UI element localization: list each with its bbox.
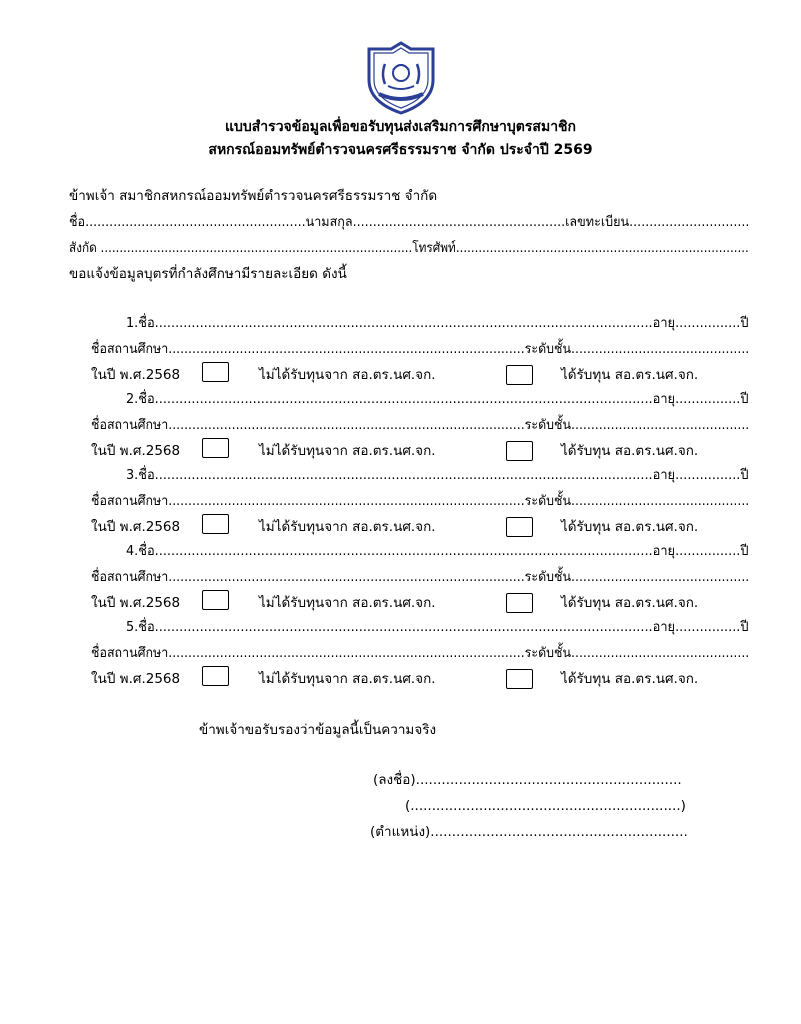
child-name-line: 2.ชื่อ..........................................................................................................................อายุ................ปี [126,391,749,407]
grant-label: ได้รับทุน สอ.ตร.นศ.จก. [561,671,699,687]
child-name-line: 1.ชื่อ..........................................................................................................................อายุ................ปี [126,315,749,331]
member-affiliation-line: สังกัด ...................................................................................โทรศัพท์.............................................................................. [69,240,749,256]
grant-label: ได้รับทุน สอ.ตร.นศ.จก. [561,519,699,535]
member-name-line: ชื่อ.......................................................นามสกุล.....................................................เลขทะเบียน.............................. [69,214,750,230]
no-grant-checkbox[interactable] [202,438,229,458]
form-title: แบบสำรวจข้อมูลเพื่อขอรับทุนส่งเสริมการศึกษาบุตรสมาชิก [224,119,577,135]
no-grant-checkbox[interactable] [202,666,229,686]
child-name-line: 3.ชื่อ..........................................................................................................................อายุ................ปี [126,467,749,483]
grant-checkbox[interactable] [506,593,533,613]
grant-checkbox[interactable] [506,669,533,689]
no-grant-checkbox[interactable] [202,590,229,610]
grant-label: ได้รับทุน สอ.ตร.นศ.จก. [561,367,699,383]
printed-name-line: (...............................................................) [405,798,686,814]
grant-label: ได้รับทุน สอ.ตร.นศ.จก. [561,443,699,459]
no-grant-label: ไม่ได้รับทุนจาก สอ.ตร.นศ.จก. [259,519,436,535]
position-line: (ตำแหน่ง)............................................................ [370,824,688,840]
no-grant-label: ไม่ได้รับทุนจาก สอ.ตร.นศ.จก. [259,671,436,687]
member-intro: ข้าพเจ้า สมาชิกสหกรณ์ออมทรัพย์ตำรวจนครศรีธรรมราช จำกัด [69,188,438,204]
no-grant-checkbox[interactable] [202,362,229,382]
signature-line: (ลงชื่อ).............................................................. [373,772,682,788]
child-year-label: ในปี พ.ศ.2568 [91,595,181,611]
children-intro: ขอแจ้งข้อมูลบุตรที่กำลังศึกษามีรายละเอียด ดังนี้ [69,266,347,282]
no-grant-label: ไม่ได้รับทุนจาก สอ.ตร.นศ.จก. [259,367,436,383]
child-year-label: ในปี พ.ศ.2568 [91,519,181,535]
child-name-line: 5.ชื่อ..........................................................................................................................อายุ................ปี [126,619,749,635]
child-school-line: ชื่อสถานศึกษา..........................................................................................ระดับชั้น............................................. [91,645,750,661]
child-school-line: ชื่อสถานศึกษา..........................................................................................ระดับชั้น............................................. [91,417,750,433]
grant-checkbox[interactable] [506,365,533,385]
child-school-line: ชื่อสถานศึกษา..........................................................................................ระดับชั้น............................................. [91,493,750,509]
form-subtitle: สหกรณ์ออมทรัพย์ตำรวจนครศรีธรรมราช จำกัด ประจำปี 2569 [208,142,593,158]
certification-statement: ข้าพเจ้าขอรับรองว่าข้อมูลนี้เป็นความจริง [199,722,437,738]
no-grant-label: ไม่ได้รับทุนจาก สอ.ตร.นศ.จก. [259,595,436,611]
no-grant-label: ไม่ได้รับทุนจาก สอ.ตร.นศ.จก. [259,443,436,459]
cooperative-seal-logo [363,40,439,116]
grant-label: ได้รับทุน สอ.ตร.นศ.จก. [561,595,699,611]
no-grant-checkbox[interactable] [202,514,229,534]
child-year-label: ในปี พ.ศ.2568 [91,367,181,383]
child-school-line: ชื่อสถานศึกษา..........................................................................................ระดับชั้น............................................. [91,341,750,357]
child-year-label: ในปี พ.ศ.2568 [91,671,181,687]
child-name-line: 4.ชื่อ..........................................................................................................................อายุ................ปี [126,543,749,559]
grant-checkbox[interactable] [506,517,533,537]
child-school-line: ชื่อสถานศึกษา..........................................................................................ระดับชั้น............................................. [91,569,750,585]
grant-checkbox[interactable] [506,441,533,461]
child-year-label: ในปี พ.ศ.2568 [91,443,181,459]
